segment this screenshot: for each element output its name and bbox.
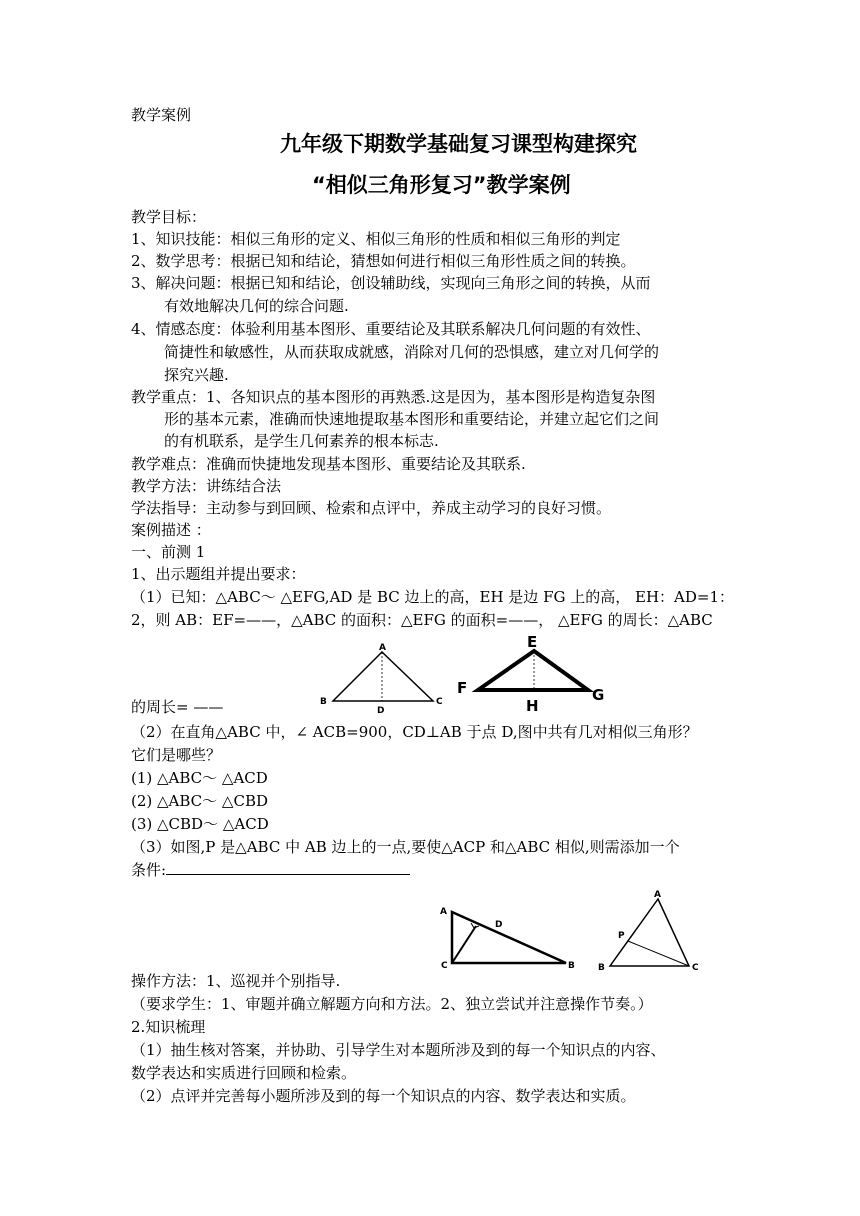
- fig1-label-c: C: [436, 697, 443, 707]
- section-pretest: 一、前测 1: [131, 543, 206, 561]
- question-1-line-3: 的周长= ——: [131, 698, 224, 716]
- question-1-line-1: （1）已知：△ABC～ △EFG,AD 是 BC 边上的高，EH 是边 FG 上的高， EH：AD=1：: [131, 588, 735, 606]
- goal-item-4: 4、情感态度：体验利用基本图形、重要结论及其联系解决几何问题的有效性、: [131, 320, 651, 338]
- title-line-1: 九年级下期数学基础复习课型构建探究: [280, 132, 637, 156]
- fig1-label-b: B: [320, 697, 327, 707]
- fig2-label-e: E: [527, 633, 538, 651]
- fig3-label-b: B: [568, 961, 575, 971]
- answer-2: (2) △ABC～ △CBD: [131, 792, 268, 810]
- fig3-label-d: D: [495, 920, 503, 930]
- key-points-1: 教学重点：1、各知识点的基本图形的再熟悉.这是因为，基本图形是构造复杂图: [131, 388, 656, 406]
- difficulty: 教学难点：准确而快捷地发现基本图形、重要结论及其联系.: [131, 455, 526, 473]
- answer-3: (3) △CBD～ △ACD: [131, 815, 269, 833]
- fig2-label-f: F: [457, 679, 468, 697]
- fig2-label-g: G: [592, 686, 605, 704]
- question-3-line-1: （3）如图,P 是△ABC 中 AB 边上的一点,要使△ACP 和△ABC 相似,则需添加一个: [131, 838, 680, 856]
- section-knowledge-sorting: 2.知识梳理: [131, 1018, 206, 1036]
- triangle-point-p-figure: [594, 886, 704, 976]
- goal-item-3-cont: 有效地解决几何的综合问题.: [164, 297, 349, 315]
- goal-item-3: 3、解决问题：根据已知和结论，创设辅助线，实现向三角形之间的转换，从而: [131, 274, 651, 292]
- fig4-label-b: B: [598, 963, 605, 973]
- fig4-label-a: A: [654, 890, 661, 900]
- key-points-2: 形的基本元素，准确而快速地提取基本图形和重要结论，并建立起它们之间: [164, 410, 660, 428]
- operation-method: 操作方法：1、巡视并个别指导.: [131, 972, 341, 990]
- question-1-line-2: 2，则 AB：EF=——，△ABC 的面积：△EFG 的面积=——， △EFG 的周长：△ABC: [131, 611, 713, 629]
- fig4-label-p: P: [618, 931, 625, 941]
- question-2-line-2: 它们是哪些？: [131, 746, 222, 764]
- triangle-efg-figure: [452, 630, 612, 715]
- question-2-line-1: （2）在直角△ABC 中，∠ ACB=900，CD⊥AB 于点 D,图中共有几对相似三角形？: [131, 723, 698, 741]
- study-guidance: 学法指导：主动参与到回顾、检索和点评中，养成主动学习的良好习惯。: [131, 499, 612, 517]
- goals-heading: 教学目标：: [131, 208, 207, 226]
- question-3-condition-label: 条件:: [131, 861, 167, 879]
- step-1: 1、出示题组并提出要求：: [131, 565, 306, 583]
- fig1-label-d: D: [377, 706, 385, 715]
- key-points-3: 的有机联系，是学生几何素养的根本标志.: [164, 432, 439, 450]
- fig2-label-h: H: [526, 697, 539, 715]
- answer-blank: [166, 859, 410, 875]
- fig3-label-c: C: [441, 961, 448, 971]
- sorting-1-line-1: （1）抽生核对答案，并协助、引导学生对本题所涉及到的每一个知识点的内容、: [131, 1041, 666, 1059]
- case-heading: 案例描述 ：: [131, 521, 211, 539]
- question-3-line-2: [131, 859, 410, 881]
- fig4-label-c: C: [692, 963, 699, 973]
- goal-item-4-cont-2: 探究兴趣.: [164, 366, 229, 384]
- triangle-abc-figure: [315, 640, 450, 715]
- goal-item-4-cont-1: 简捷性和敏感性，从而获取成就感，消除对几何的恐惧感，建立对几何学的: [164, 343, 660, 361]
- answer-1: (1) △ABC～ △ACD: [131, 769, 268, 787]
- right-triangle-figure: [435, 902, 580, 972]
- goal-item-2: 2、数学思考：根据已知和结论，猜想如何进行相似三角形性质之间的转换。: [131, 252, 636, 270]
- fig3-label-a: A: [440, 907, 447, 917]
- teaching-method: 教学方法：讲练结合法: [131, 477, 282, 495]
- fig1-label-a: A: [379, 643, 386, 653]
- sorting-2: （2）点评并完善每小题所涉及到的每一个知识点的内容、数学表达和实质。: [131, 1087, 636, 1105]
- sorting-1-line-2: 数学表达和实质进行回顾和检索。: [131, 1064, 357, 1082]
- title-line-2: “相似三角形复习”教学案例: [312, 173, 571, 197]
- goal-item-1: 1、知识技能：相似三角形的定义、相似三角形的性质和相似三角形的判定: [131, 230, 621, 248]
- header-label: 教学案例: [131, 106, 192, 124]
- operation-requirement: （要求学生：1、审题并确立解题方向和方法。2、独立尝试并注意操作节奏。）: [131, 995, 653, 1013]
